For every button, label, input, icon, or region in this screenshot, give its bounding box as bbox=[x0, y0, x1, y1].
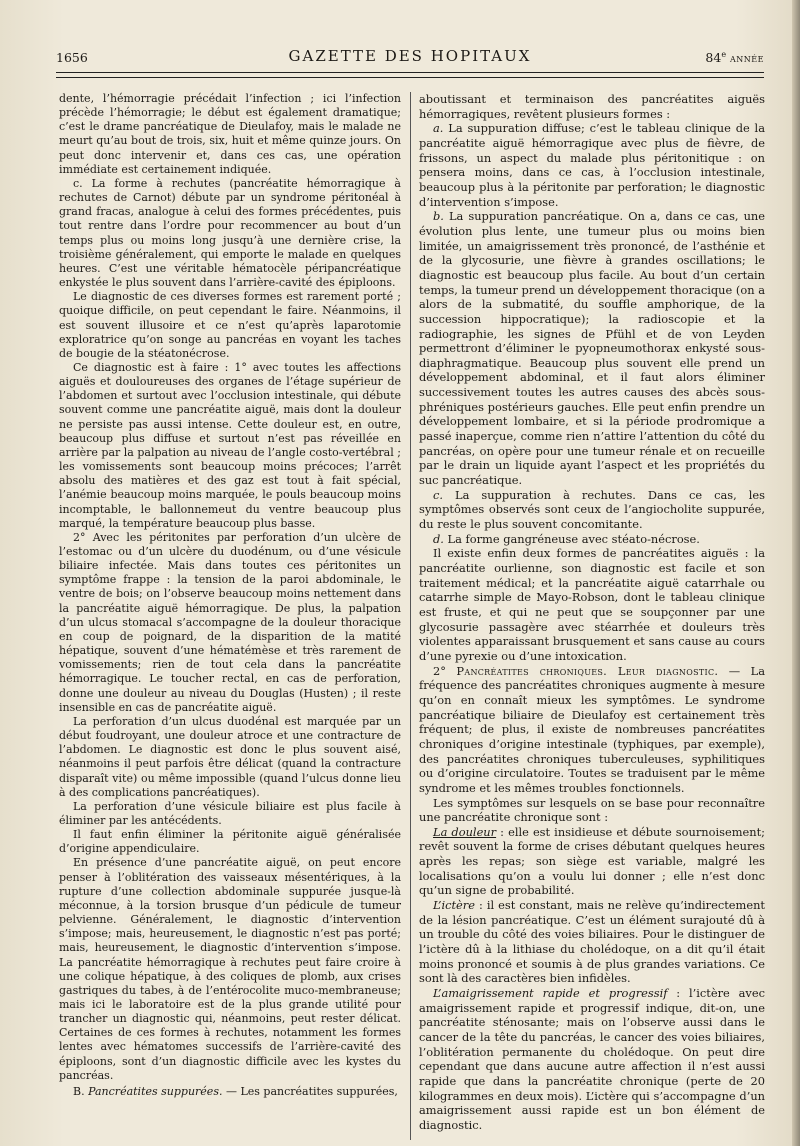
section-label: B. bbox=[73, 1084, 85, 1098]
paragraph: c. La forme à rechutes (pancréatite hémorragique à rechutes de Carnot) débute par un syndrome péritonéal à grand fracas, analogue à celui des formes précédentes, puis tout rentre dans l’ordre pour recommencer au bout d’un temps plus ou moins long jusqu’à une dernière crise, la troisième généralement, qui emporte le malade en quelques heures. C’est une véritable hématocèle péripancréatique enkystée le plus souvent dans l’arrière-cavité des épiploons. bbox=[59, 176, 401, 290]
item-text: La suppuration à rechutes. Dans ce cas, les symptômes observés sont ceux de l’angiocholite suppurée, du reste le plus souvent concomitante. bbox=[419, 487, 765, 532]
item-label: La douleur bbox=[433, 824, 497, 839]
paragraph bbox=[419, 532, 765, 547]
item-text: : l’ictère avec amaigrissement rapide et progressif indique, dit-on, une pancréatite sténosante; mais on l’observe aussi dans le cancer de la tête du pancréas, le cancer des voies biliaires, l’oblitération permanente du cholédoque. On peut dire cependant que dans aucune autre affection il n’est aussi rapide que dans la pancréatite chronique (perte de 20 kilogrammes en deux mois). L’ictère qui s’accompagne d’un amaigrissement aussi rapide est un bon élément de diagnostic. bbox=[419, 986, 765, 1132]
section-heading-paragraph bbox=[59, 1085, 401, 1099]
page-edge bbox=[792, 0, 800, 1146]
paragraph bbox=[419, 209, 765, 487]
section-text: — Les pancréatites suppurées, bbox=[222, 1084, 398, 1098]
volume-suffix: e bbox=[721, 50, 727, 59]
paragraph: 2° Avec les péritonites par perforation d’un ulcère de l’estomac ou d’un ulcère du duodénum, ou d’une vésicule biliaire infectée. Mais dans toutes ces péritonites un symptôme frappe : la tension de la paroi abdominale, le ventre de bois; on l’observe beaucoup moins nettement dans la pancréatite aiguë hémorragique. De plus, la palpation d’un ulcus stomacal s’accompagne de la douleur thoracique en coup de poignard, de la disparition de la matité hépatique, souvent d’une hématémèse et très rarement de vomissements; rien de tout cela dans la pancréatite hémorragique. Le toucher rectal, en cas de perforation, donne une douleur au niveau du Douglas (Husten) ; il reste insensible en cas de pancréatite aiguë. bbox=[59, 530, 401, 714]
item-text: La forme gangréneuse avec stéato-nécrose. bbox=[443, 531, 700, 546]
paragraph: Il existe enfin deux formes de pancréatites aiguës : la pancréatite ourlienne, son diagnostic est facile et son traitement médical; et la pancréatite aiguë catarrhale ou catarrhe simple de Mayo-Robson, dont le tableau clinique est fruste, et qui ne peut que se soupçonner par une glycosurie passagère avec stéarrhée et douleurs très violentes apparaissant brusquement et sans cause au cours d’une pyrexie ou d’une intoxication. bbox=[419, 546, 765, 663]
paragraph bbox=[419, 121, 765, 209]
paragraph: La perforation d’une vésicule biliaire est plus facile à éliminer par les antécédents. bbox=[59, 799, 401, 827]
item-label: L’ictère bbox=[433, 898, 475, 913]
page-number: 1656 bbox=[56, 50, 88, 65]
paragraph bbox=[419, 488, 765, 532]
item-text: La suppuration pancréatique. On a, dans ce cas, une évolution plus lente, une tumeur plus ou moins bien limitée, un amaigrissement très prononcé, de l’asthénie et de la glycosurie, une fièvre à grandes oscillations; le diagnostic est beaucoup plus facile. Au bout d’un certain temps, la tumeur prend un développement thoracique (on a alors de la submatité, du souffle amphorique, de la succession hippocratique); la radioscopie et la radiographie, les signes de Pfühl et de von Leyden permettront d’éliminer le pyopneumothorax enkysté sous-diaphragmatique. Beaucoup plus souvent elle prend un développement abdominal, et il faut alors éliminer successivement toutes les autres causes des abcès sous-phréniques postérieurs gauches. Elle peut enfin prendre un développement lombaire, et si la période prodromique a passé inaperçue, comme rien n’attire l’attention du côté du pancréas, on opère pour une tumeur rénale et on recueille par le drain un liquide ayant l’aspect et les propriétés du suc pancréatique. bbox=[419, 209, 765, 488]
item-text: : il est constant, mais ne relève qu’indirectement de la lésion pancréatique. C’est un élément surajouté dû à un trouble du côté des voies biliaires. Pour le distinguer de l’ictère dû à la lithiase du cholédoque, on a dit qu’il était moins prononcé et soumis à de plus grandes variations. Ce sont là des caractères bien infidèles. bbox=[419, 898, 765, 986]
paragraph: La perforation d’un ulcus duodénal est marquée par un début foudroyant, une douleur atroce et une contracture de l’abdomen. Le diagnostic est donc le plus souvent aisé, néanmoins il peut parfois être délicat (quand la contracture disparaît vite) ou même impossible (quand l’ulcus donne lieu à des complications pancréatiques). bbox=[59, 714, 401, 799]
item-label: L’amaigrissement rapide et progressif bbox=[433, 986, 668, 1001]
paragraph bbox=[419, 898, 765, 986]
item-label: a. bbox=[433, 121, 444, 136]
paragraph bbox=[419, 986, 765, 1133]
column-divider bbox=[410, 92, 411, 1140]
paragraph: Le diagnostic de ces diverses formes est rarement porté ; quoique difficile, on peut cependant le faire. Néanmoins, il est souvent illusoire et ce n’est qu’après laparotomie exploratrice qu’on songe au pancréas en voyant les taches de bougie de la stéatonécrose. bbox=[59, 290, 401, 360]
volume-year bbox=[705, 50, 764, 65]
item-text: : elle est insidieuse et débute sournoisement; revêt souvent la forme de crises débutant quelques heures après les repas; son siège est variable, malgré les localisations qu’on a voulu lui donner ; elle n’est donc qu’un signe de probabilité. bbox=[419, 824, 765, 898]
left-column bbox=[59, 92, 401, 1137]
item-label: d. bbox=[433, 531, 444, 546]
right-column bbox=[419, 92, 765, 1137]
paragraph: En présence d’une pancréatite aiguë, on peut encore penser à l’oblitération des vaisseaux mésentériques, à la rupture d’une collection abdominale suppurée jusque-là méconnue, à la torsion brusque d’un pédicule de tumeur pelvienne. Généralement, le diagnostic d’intervention s’impose; mais, heureusement, le diagnostic n’est pas porté; mais, heureusement, le diagnostic d’intervention s’impose. La pancréatite hémorragique à rechutes peut faire croire à une colique hépatique, à des coliques de plomb, aux crises gastriques du tabes, à de l’entérocolite muco-membraneuse; mais ici le laboratoire est de la plus grande utilité pour trancher un diagnostic qui, néanmoins, peut rester délicat. Certaines de ces formes à rechutes, notamment les formes lentes avec hématomes successifs de l’arrière-cavité des épiploons, sont d’un diagnostic difficile avec les kystes du pancréas. bbox=[59, 856, 401, 1082]
paragraph bbox=[419, 825, 765, 898]
item-text: La suppuration diffuse; c’est le tableau clinique de la pancréatite aiguë hémorragique avec plus de fièvre, de frissons, un aspect du malade plus péritonitique : on pensera moins, dans ce cas, à l’occlusion intestinale, beaucoup plus à la péritonite par perforation; le diagnostic d’intervention s’impose. bbox=[419, 121, 765, 209]
paragraph: Il faut enfin éliminer la péritonite aiguë généralisée d’origine appendiculaire. bbox=[59, 828, 401, 856]
volume-number: 84 bbox=[705, 50, 722, 66]
paragraph: aboutissant et terminaison des pancréatites aiguës hémorragiques, revêtent plusieurs formes : bbox=[419, 92, 765, 121]
section-heading-paragraph bbox=[419, 664, 765, 796]
paragraph: Les symptômes sur lesquels on se base pour reconnaître une pancréatite chronique sont : bbox=[419, 795, 765, 825]
paragraph: dente, l’hémorragie précédait l’infection ; ici l’infection précède l’hémorragie; le début est également dramatique; c’est le drame pancréatique de Dieulafoy, mais le malade ne meurt qu’au bout de trois, six, huit et même quinze jours. On peut donc intervenir et, dans ces cas, une opération immédiate est certainement indiquée. bbox=[59, 92, 401, 176]
running-header bbox=[56, 44, 764, 68]
section-heading: Pancréatites chroniques. Leur diagnostic. bbox=[456, 663, 719, 678]
item-label: b. bbox=[433, 209, 444, 224]
section-number: 2° bbox=[433, 663, 446, 678]
item-label: c. bbox=[433, 487, 444, 502]
year-word: année bbox=[730, 52, 764, 66]
header-rule bbox=[56, 72, 764, 78]
section-text: — La fréquence des pancréatites chroniques augmente à mesure qu’on en connaît mieux les symptômes. Le syndrome pancréatique biliaire de Dieulafoy est certainement très fréquent; de plus, il existe de nombreuses pancréatites chroniques d’origine intestinale (typhiques, par exemple), des pancréatites chroniques tuberculeuses, syphilitiques ou d’origine circulatoire. Toutes se traduisent par le même syndrome et les mêmes troubles fonctionnels. bbox=[419, 663, 765, 795]
section-title: Pancréatites suppurées. bbox=[88, 1084, 223, 1098]
paragraph: Ce diagnostic est à faire : 1° avec toutes les affections aiguës et douloureuses des organes de l’étage supérieur de l’abdomen et surtout avec l’occlusion intestinale, qui débute souvent comme une pancréatite aiguë, mais dont la douleur ne persiste pas aussi intense. Cette douleur est, en outre, beaucoup plus diffuse et surtout n’est pas réveillée en arrière par la palpation au niveau de l’angle costo-vertébral ; les vomissements sont beaucoup moins précoces; l’arrêt absolu des matières et des gaz est tout à fait spécial, l’anémie beaucoup moins marquée, le pouls beaucoup moins incomptable, le ballonnemeut du ventre beaucoup plus marqué, la température beaucoup plus basse. bbox=[59, 360, 401, 530]
journal-title: GAZETTE DES HOPITAUX bbox=[288, 47, 532, 65]
